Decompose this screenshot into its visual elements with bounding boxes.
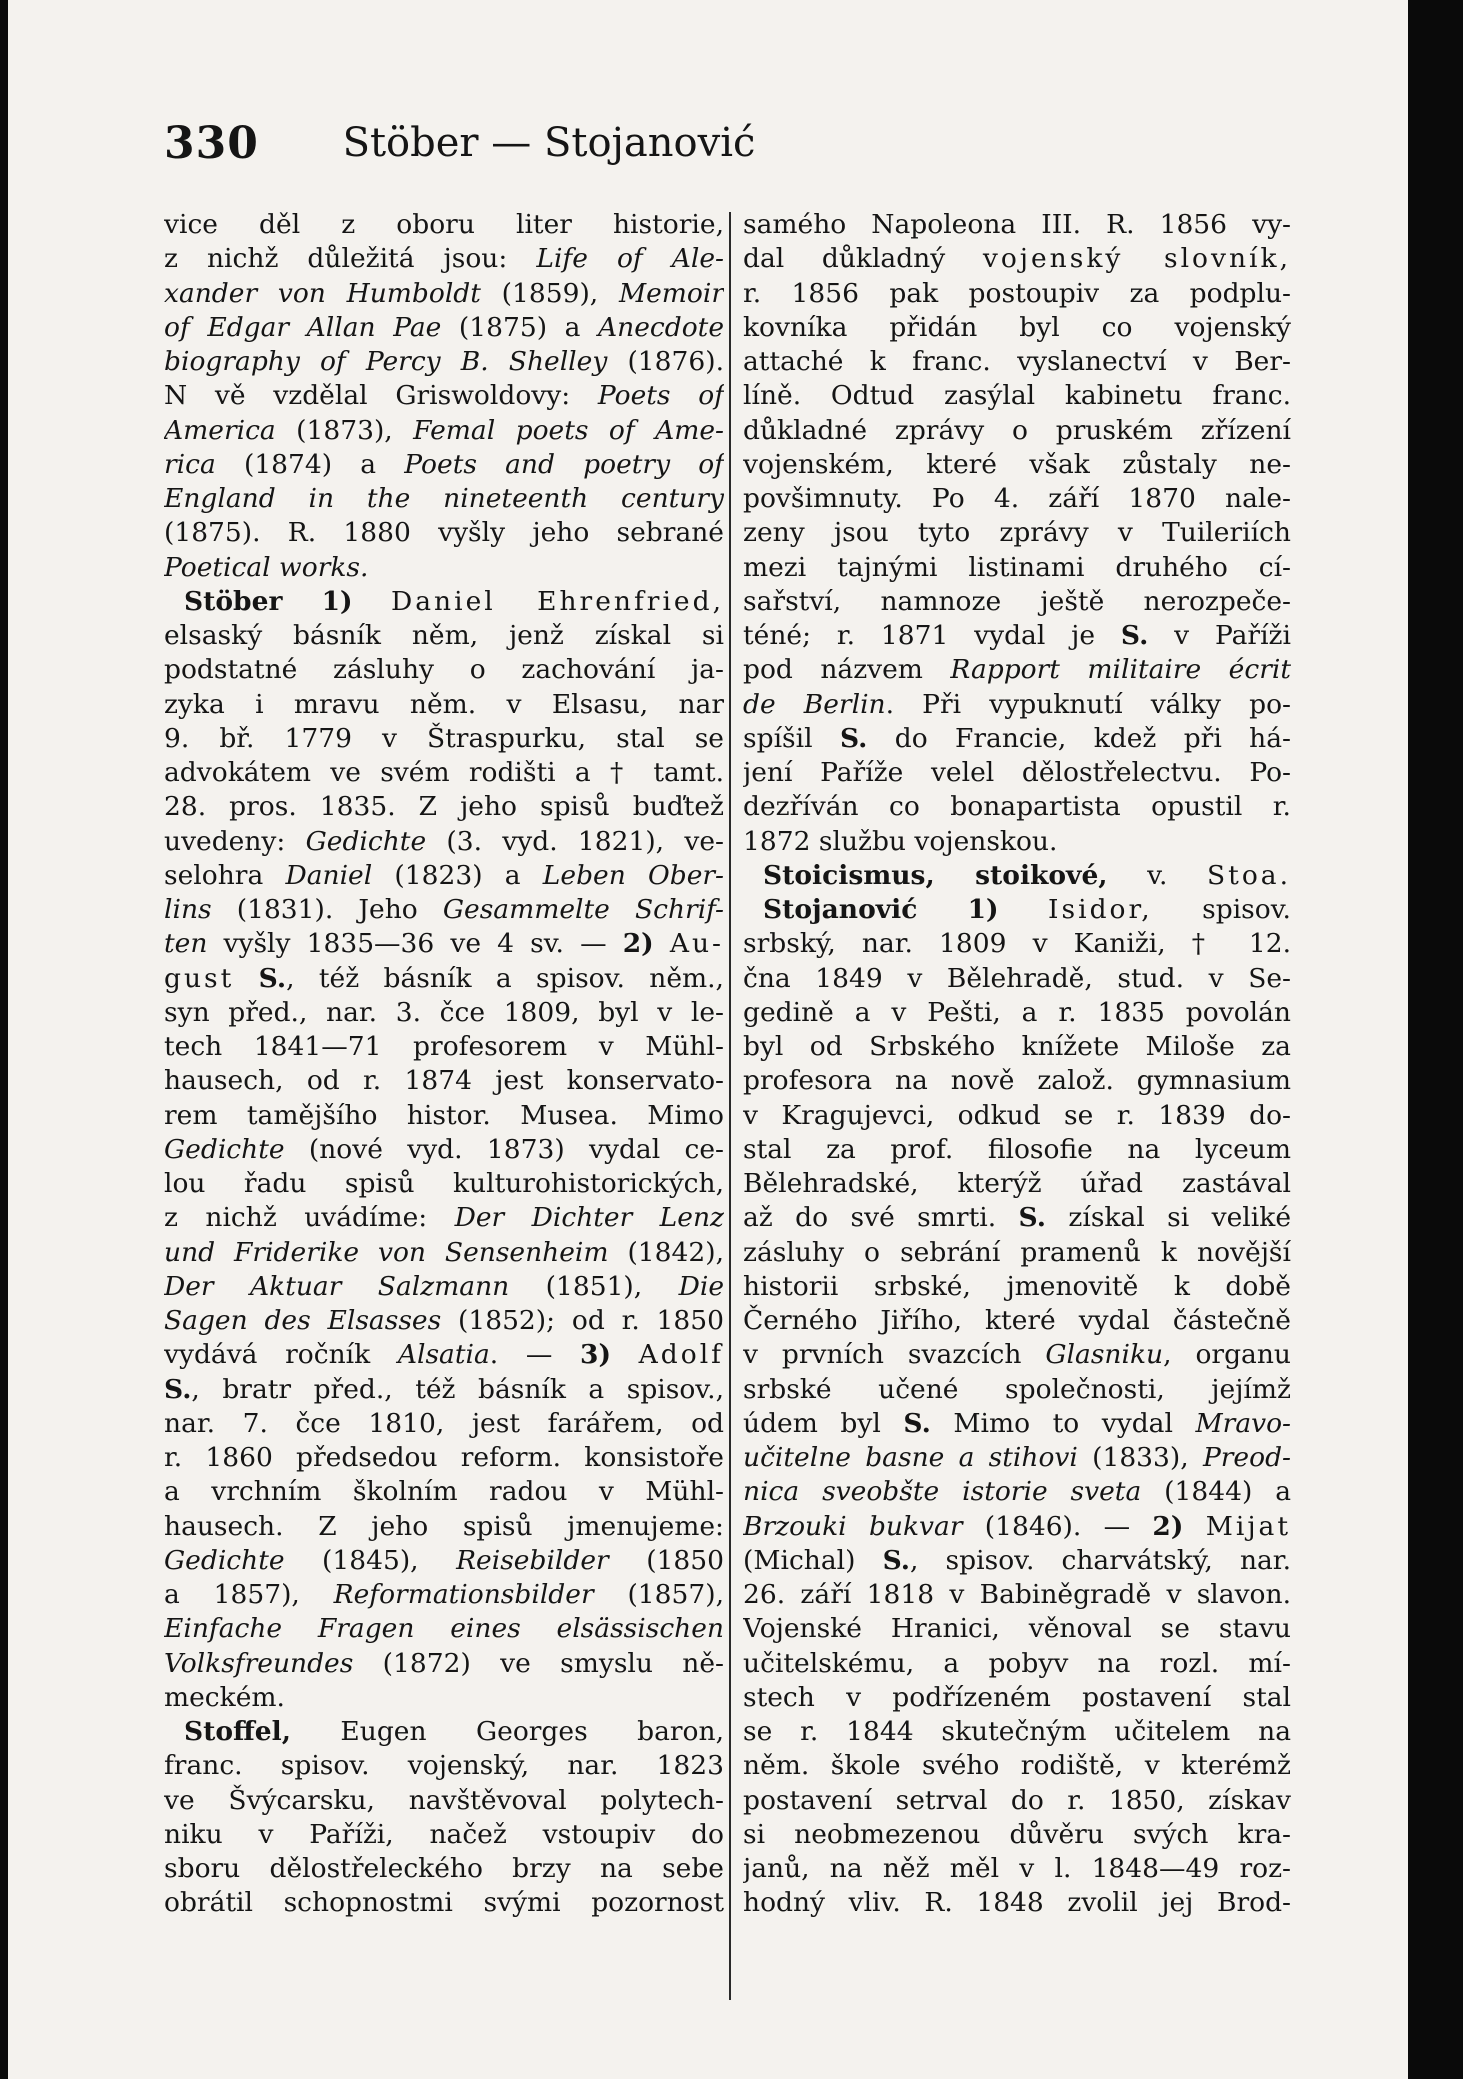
text-run: attaché k franc. vyslanectví v Ber-	[743, 346, 1291, 377]
text-run: Gedichte	[164, 1133, 285, 1165]
text-run: Der Aktuar Salzmann	[164, 1270, 510, 1302]
text-run: zyka i mravu něm. v Elsasu, nar	[164, 688, 724, 720]
text-run: vojenský slovník,	[982, 243, 1291, 275]
text-run: Poetical works.	[164, 551, 369, 583]
left-text-line	[164, 277, 724, 311]
text-run: Mimo to vydal	[930, 1407, 1196, 1439]
text-run: (1872) ve smyslu ně-	[353, 1647, 724, 1679]
right-text-line	[743, 345, 1291, 379]
right-text-line	[743, 825, 1291, 859]
right-text-line	[743, 1373, 1291, 1407]
text-run: rica	[164, 448, 216, 480]
right-text-line	[743, 1681, 1291, 1715]
text-run: , bratr před., též básník a spisov.,	[191, 1373, 724, 1405]
text-run: Vojenské Hranici, věnoval se stavu	[743, 1613, 1291, 1645]
right-text-line	[743, 448, 1291, 482]
text-run: Stojanović 1)	[763, 894, 999, 925]
right-text-line	[743, 1818, 1291, 1852]
text-run: , organu	[1163, 1339, 1291, 1371]
book-page	[8, 0, 1450, 2079]
text-run: podstatné zásluhy o zachování ja-	[164, 654, 724, 686]
text-run: (1845),	[284, 1544, 457, 1576]
text-run: 28. pros. 1835. Z jeho spisů buďtež	[164, 791, 724, 823]
text-run: sařství, namnoze ještě nerozpeče-	[743, 585, 1291, 617]
text-run: Gedichte	[305, 825, 427, 857]
left-text-line	[164, 1749, 724, 1783]
text-run: S.	[839, 722, 868, 754]
left-text-line	[164, 962, 724, 996]
text-run: S.	[258, 962, 287, 994]
left-text-line	[164, 448, 724, 482]
scan-dark-edge	[1408, 0, 1463, 2079]
left-text-line	[164, 1064, 724, 1098]
text-run: niku v Paříži, načež vstoupiv do	[164, 1818, 724, 1850]
text-run: gedině a v Pešti, a r. 1835 povolán	[743, 996, 1291, 1028]
left-text-line	[164, 482, 724, 516]
text-run: zásluhy o sebrání pramenů k novější	[743, 1236, 1291, 1268]
text-run: Isidor,	[1048, 894, 1153, 925]
right-text-line	[743, 619, 1291, 653]
left-text-line	[164, 1338, 724, 1372]
left-text-line	[164, 1852, 724, 1886]
left-text-line	[164, 516, 724, 550]
text-run: England in the nineteenth century	[164, 483, 724, 514]
left-text-line	[164, 1715, 724, 1749]
text-run: zeny jsou tyto zprávy v Tuileriích	[743, 517, 1291, 549]
text-run: Stoa.	[1207, 859, 1291, 891]
text-run: Adolf	[638, 1339, 724, 1371]
text-run: líně. Odtud zasýlal kabinetu franc.	[743, 380, 1291, 412]
right-text-line	[743, 756, 1291, 790]
text-run: meckém.	[164, 1681, 285, 1713]
text-run: syn před., nar. 3. čce 1809, byl v le-	[164, 996, 724, 1028]
text-run: Life of Ale-	[536, 243, 724, 275]
text-run: dal důkladný	[743, 243, 983, 275]
text-run: v Kragujevci, odkud se r. 1839 do-	[743, 1099, 1291, 1131]
text-run: nica sveobšte istorie sveta	[743, 1476, 1142, 1508]
text-run: . —	[489, 1339, 581, 1371]
right-text-line	[743, 1201, 1291, 1235]
text-run: (1857),	[593, 1579, 724, 1610]
text-run: se r. 1844 skutečným učitelem na	[743, 1716, 1291, 1747]
left-text-line	[164, 1681, 724, 1715]
left-text-line	[164, 1099, 724, 1133]
right-text-line	[743, 311, 1291, 345]
text-run: si neobmezenou důvěru svých kra-	[743, 1818, 1291, 1850]
text-run: (1852); od r. 1850	[441, 1305, 724, 1336]
right-text-line	[743, 585, 1291, 619]
text-run: (1873),	[275, 414, 414, 446]
left-text-line	[164, 927, 724, 961]
text-run: sboru dělostřeleckého brzy na sebe	[164, 1853, 724, 1884]
right-text-line	[743, 1133, 1291, 1167]
text-run: r. 1860 předsedou reform. konsistoře	[164, 1442, 724, 1473]
text-run: získal si veliké	[1045, 1202, 1291, 1234]
text-run: lou řadu spisů kulturohistorických,	[164, 1168, 724, 1199]
right-text-line	[743, 1099, 1291, 1133]
left-text-line	[164, 1167, 724, 1201]
text-run: Die	[678, 1270, 724, 1302]
text-run: rem tamějšího histor. Musea. Mimo	[164, 1099, 724, 1131]
left-text-line	[164, 208, 724, 242]
text-run: Mravo-	[1195, 1407, 1291, 1439]
text-run: jení Paříže velel dělostřelectvu. Po-	[743, 757, 1291, 788]
left-text-line	[164, 722, 724, 756]
text-run: r. 1856 pak postoupiv za podplu-	[743, 277, 1291, 309]
text-run: Au-	[669, 928, 724, 960]
left-text-line	[164, 1510, 724, 1544]
text-run: něm. škole svého rodiště, v kterémž	[743, 1750, 1291, 1782]
text-run: (1831). Jeho	[211, 894, 443, 925]
left-text-line	[164, 1407, 724, 1441]
text-run: Rapport militaire écrit	[950, 654, 1291, 686]
text-run: 1872 službu vojenskou.	[743, 825, 1058, 857]
text-run: S.	[1018, 1202, 1046, 1234]
text-run: tech 1841—71 profesorem v Mühl-	[164, 1031, 724, 1062]
text-run: a vrchním školním radou v Mühl-	[164, 1476, 724, 1508]
text-run: . Při vypuknutí války po-	[885, 688, 1291, 720]
right-text-line	[743, 1612, 1291, 1646]
left-text-line	[164, 996, 724, 1030]
right-text-line	[743, 1852, 1291, 1886]
text-run: pod názvem	[743, 654, 951, 686]
right-text-line	[743, 1647, 1291, 1681]
right-text-line	[743, 1407, 1291, 1441]
text-run: čna 1849 v Bělehradě, stud. v Se-	[743, 962, 1291, 994]
text-run: (1874) a	[215, 448, 405, 480]
text-run: a 1857),	[164, 1579, 334, 1610]
text-run	[234, 963, 258, 994]
left-text-line	[164, 1475, 724, 1509]
right-text-line	[743, 551, 1291, 585]
text-run: 3)	[580, 1339, 611, 1371]
right-text-line	[743, 1441, 1291, 1475]
right-text-line	[743, 1475, 1291, 1509]
left-text-line	[164, 1133, 724, 1167]
text-run: Reisebilder	[456, 1544, 609, 1576]
text-run: spíšil	[743, 722, 840, 754]
right-text-line	[743, 688, 1291, 722]
left-text-line	[164, 1201, 724, 1235]
text-run: (nové vyd. 1873) vydal ce-	[284, 1133, 724, 1165]
text-run: Gesammelte Schrif-	[442, 894, 724, 925]
text-run: franc. spisov. vojenský, nar. 1823	[164, 1750, 724, 1782]
text-run: mezi tajnými listinami druhého cí-	[743, 551, 1291, 583]
text-run: stal za prof. filosofie na lyceum	[743, 1133, 1291, 1165]
text-run: srbské učené společnosti, jejímž	[743, 1373, 1291, 1405]
left-text-line	[164, 379, 724, 413]
text-run: Reformationsbilder	[333, 1579, 594, 1610]
left-text-line	[164, 653, 724, 687]
text-run: (1850	[608, 1544, 724, 1576]
text-run: Daniel	[285, 859, 373, 891]
running-title: Stöber — Stojanović	[342, 120, 756, 166]
right-text-line	[743, 1578, 1291, 1612]
column-divider	[729, 212, 731, 2000]
left-text-line	[164, 1373, 724, 1407]
left-text-line	[164, 756, 724, 790]
text-run: (1833),	[1077, 1442, 1203, 1473]
text-run: America	[164, 414, 276, 446]
text-run: Leben Ober-	[542, 859, 724, 891]
text-run: (1846). —	[962, 1510, 1153, 1542]
left-text-line	[164, 688, 724, 722]
right-text-line	[743, 1304, 1291, 1338]
text-run: byl od Srbského knížete Miloše za	[743, 1031, 1291, 1062]
text-run: Einfache Fragen eines elsässischen	[164, 1613, 724, 1645]
text-run: selohra	[164, 859, 286, 891]
text-run	[654, 928, 670, 959]
right-text-line	[743, 722, 1291, 756]
right-text-line	[743, 1064, 1291, 1098]
text-run: Mijat	[1205, 1510, 1291, 1542]
text-run: hodný vliv. R. 1848 zvolil jej Brod-	[743, 1887, 1291, 1919]
text-run: Bělehradské, kterýž úřad zastával	[743, 1168, 1291, 1199]
left-text-line	[164, 1304, 724, 1338]
text-run: vojenském, které však zůstaly ne-	[743, 448, 1291, 480]
text-run: Volksfreundes	[164, 1647, 354, 1679]
text-run: , též básník a spisov. něm.,	[286, 962, 724, 994]
text-run: dezříván co bonapartista opustil r.	[743, 791, 1291, 823]
left-text-line	[164, 551, 724, 585]
text-run: do Francie, kdež při há-	[867, 722, 1291, 754]
text-run: srbský, nar. 1809 v Kaniži, † 12.	[743, 928, 1291, 960]
text-run: Stöber 1)	[184, 585, 353, 617]
text-run: v prvních svazcích	[743, 1339, 1046, 1371]
text-run: údem byl	[743, 1407, 904, 1439]
text-run: Anecdote	[598, 311, 724, 343]
text-run: vyšly 1835—36 ve 4 sv. —	[207, 928, 623, 960]
right-text-line	[743, 1886, 1291, 1920]
text-run: samého Napoleona III. R. 1856 vy-	[743, 209, 1291, 240]
right-text-line	[743, 1510, 1291, 1544]
text-run	[611, 1339, 639, 1370]
text-run	[353, 586, 391, 617]
right-text-line	[743, 1784, 1291, 1818]
text-run: , spisov. charvátský, nar.	[910, 1544, 1291, 1576]
text-run: nar. 7. čce 1810, jest farářem, od	[164, 1407, 724, 1439]
text-run: Stoffel,	[184, 1716, 291, 1747]
page-header	[164, 118, 934, 178]
text-run: učitelne basne a stihovi	[743, 1442, 1078, 1473]
text-run: historii srbské, jmenovitě k době	[743, 1270, 1291, 1302]
right-text-line	[743, 1715, 1291, 1749]
text-run: (1875) a	[441, 311, 599, 343]
text-run: Preod-	[1202, 1442, 1291, 1473]
right-text-line	[743, 1236, 1291, 1270]
text-run: až do své smrti.	[743, 1202, 1019, 1234]
right-text-line	[743, 1270, 1291, 1304]
text-run: vydává ročník	[164, 1339, 398, 1371]
text-run: hausech, od r. 1874 jest konservato-	[164, 1065, 724, 1097]
text-run: de Berlin	[743, 688, 886, 720]
text-run: (1876).	[607, 346, 724, 377]
text-run: uvedeny:	[164, 825, 306, 857]
right-text-line	[743, 1749, 1291, 1783]
right-text-line	[743, 790, 1291, 824]
left-text-line	[164, 1441, 724, 1475]
text-run: 2)	[1152, 1510, 1184, 1542]
left-text-line	[164, 242, 724, 276]
text-run: (1851),	[509, 1270, 679, 1302]
text-run: v.	[1107, 859, 1208, 891]
text-run: (1842),	[608, 1236, 724, 1268]
right-column	[743, 208, 1291, 1921]
text-run	[999, 894, 1048, 925]
text-run: biography of Percy B. Shelley	[164, 346, 608, 377]
text-run: janů, na něž měl v l. 1848—49 roz-	[743, 1853, 1291, 1884]
left-text-line	[164, 619, 724, 653]
right-text-line	[743, 1544, 1291, 1578]
text-run: z nichž důležitá jsou:	[164, 243, 537, 275]
text-run: hausech. Z jeho spisů jmenujeme:	[164, 1510, 724, 1542]
text-run: Memoir	[618, 277, 724, 309]
right-text-line	[743, 208, 1291, 242]
text-run: ve Švýcarsku, navštěvoval polytech-	[164, 1784, 724, 1816]
left-text-line	[164, 790, 724, 824]
left-text-line	[164, 825, 724, 859]
text-run: Der Dichter Lenz	[454, 1202, 724, 1234]
text-run: v Paříži	[1148, 620, 1291, 651]
text-run: ten	[164, 928, 208, 960]
text-run: důkladné zprávy o pruském zřízení	[743, 414, 1291, 446]
left-text-line	[164, 1544, 724, 1578]
left-text-line	[164, 1270, 724, 1304]
text-run: (Michal)	[743, 1544, 883, 1576]
left-text-line	[164, 1030, 724, 1064]
text-run	[1183, 1511, 1205, 1542]
left-text-line	[164, 1818, 724, 1852]
left-text-line	[164, 1886, 724, 1920]
left-text-line	[164, 1236, 724, 1270]
text-run: Glasniku	[1045, 1339, 1164, 1371]
right-text-line	[743, 653, 1291, 687]
text-run: (1859),	[480, 277, 619, 309]
text-run: Daniel Ehrenfried,	[391, 585, 724, 617]
text-run: S.	[164, 1373, 192, 1405]
text-run: učitelskému, a pobyv na rozl. mí-	[743, 1647, 1291, 1679]
text-run: Stoicismus, stoikové,	[763, 859, 1108, 891]
right-text-line	[743, 1167, 1291, 1201]
text-run: Sagen des Elsasses	[164, 1305, 442, 1336]
text-run: 9. bř. 1779 v Štraspurku, stal se	[164, 722, 724, 754]
left-text-line	[164, 859, 724, 893]
left-text-line	[164, 1647, 724, 1681]
right-text-line	[743, 927, 1291, 961]
text-run: (1823) a	[372, 859, 543, 891]
text-run: profesora na nově založ. gymnasium	[743, 1065, 1291, 1097]
text-run: téné; r. 1871 vydal je	[743, 620, 1121, 651]
right-text-line	[743, 1030, 1291, 1064]
text-run: (1875). R. 1880 vyšly jeho sebrané	[164, 517, 724, 549]
left-column	[164, 208, 724, 1921]
right-text-line	[743, 482, 1291, 516]
text-run: und Friderike von Sensenheim	[164, 1236, 609, 1268]
left-text-line	[164, 345, 724, 379]
right-text-line	[743, 414, 1291, 448]
right-text-line	[743, 859, 1291, 893]
text-run: gust	[164, 962, 235, 994]
text-run: xander von Humboldt	[164, 277, 481, 309]
text-run: S.	[1120, 620, 1149, 651]
text-run: stech v podřízeném postavení stal	[743, 1681, 1291, 1713]
right-text-line	[743, 277, 1291, 311]
right-text-line	[743, 379, 1291, 413]
text-run: lins	[164, 894, 212, 925]
text-run: (3. vyd. 1821), ve-	[426, 825, 724, 857]
text-run: 2)	[622, 928, 654, 960]
text-run: obrátil schopnostmi svými pozornost	[164, 1887, 724, 1919]
text-run: Poets of	[597, 380, 724, 412]
left-text-line	[164, 893, 724, 927]
text-run: postavení setrval do r. 1850, získav	[743, 1784, 1291, 1816]
left-text-line	[164, 585, 724, 619]
text-run: S.	[882, 1544, 911, 1576]
right-text-line	[743, 893, 1291, 927]
left-text-line	[164, 311, 724, 345]
text-run: spisov.	[1152, 894, 1291, 925]
right-text-line	[743, 962, 1291, 996]
text-run: Brzouki bukvar	[743, 1510, 963, 1542]
text-run: vice děl z oboru liter historie,	[164, 209, 724, 240]
text-run: advokátem ve svém rodišti a † tamt.	[164, 757, 724, 788]
right-text-line	[743, 516, 1291, 550]
text-run: kovníka přidán byl co vojenský	[743, 311, 1291, 343]
right-text-line	[743, 1338, 1291, 1372]
left-text-line	[164, 1612, 724, 1646]
left-text-line	[164, 414, 724, 448]
text-run: N vě vzdělal Griswoldovy:	[164, 380, 598, 412]
text-run: (1844) a	[1141, 1476, 1291, 1508]
page-number: 330	[164, 118, 259, 169]
right-text-line	[743, 996, 1291, 1030]
text-run: 26. září 1818 v Babiněgradě v slavon.	[743, 1579, 1291, 1610]
text-run: of Edgar Allan Pae	[164, 311, 442, 343]
text-run: Poets and poetry of	[404, 448, 724, 480]
left-text-line	[164, 1784, 724, 1818]
text-run: Femal poets of Ame-	[413, 414, 724, 446]
text-run: elsaský básník něm, jenž získal si	[164, 620, 724, 651]
text-run: S.	[903, 1407, 931, 1439]
text-run: Alsatia	[397, 1339, 490, 1371]
text-run: Gedichte	[164, 1544, 285, 1576]
text-run: povšimnuty. Po 4. září 1870 nale-	[743, 483, 1291, 514]
right-text-line	[743, 242, 1291, 276]
text-run: Černého Jiřího, které vydal částečně	[743, 1305, 1291, 1336]
text-run: z nichž uvádíme:	[164, 1202, 455, 1234]
left-text-line	[164, 1578, 724, 1612]
text-run: Eugen Georges baron,	[290, 1716, 724, 1747]
